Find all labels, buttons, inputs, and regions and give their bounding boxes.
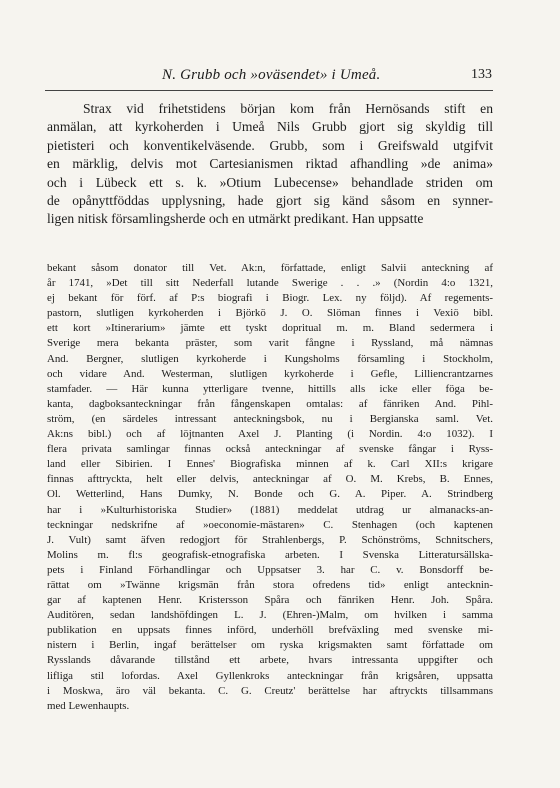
page-number: 133 xyxy=(471,67,492,82)
notes-line: teckningar nedskrifne af »oeconomie-mästaren» C. Stenhagen (och kaptenen xyxy=(47,518,493,531)
notes-line: pets i Finland Förhandlingar och Uppsatser 3. har C. v. Bonsdorff be- xyxy=(47,563,493,576)
notes-line: Ak:ns bibl.) och af löjtnanten Axel J. Planting (i Nordin. 4:o 1032). I xyxy=(47,428,493,441)
main-line: de opånyttföddas upplysning, hade gjort sig känd såsom en synner- xyxy=(47,193,493,209)
notes-line: Rysslands dåvarande tillstånd ett arbete, hvars intressanta uppgifter och xyxy=(47,654,493,667)
notes-line: ej bekant för förf. af P:s biografi i Biogr. Lex. ny följd). Af regements- xyxy=(47,292,493,305)
notes-line: bekant såsom donator till Vet. Ak:n, författade, enligt Salvii anteckning af xyxy=(47,262,493,274)
notes-line: Molins m. fl:s geografisk-etnografiska arbeten. I Svenska Litteratursällska- xyxy=(47,548,493,561)
notes-line: kanta, dagboksanteckningar från fångenskapen omtalas: af fänriken And. Pihl- xyxy=(47,397,493,410)
header-rule xyxy=(45,90,493,91)
notes-line: med Lewenhaupts. xyxy=(47,699,130,712)
main-line: Strax vid frihetstidens början kom från Hernösands stift en xyxy=(83,101,493,116)
notes-line: i Moskwa, äro väl bekanta. C. G. Creutz' berättelse har aftryckts tillsammans xyxy=(47,684,493,697)
main-line: ligen nitisk församlingsherde och en utmärkt predikant. Han uppsatte xyxy=(47,211,424,227)
main-paragraph xyxy=(47,100,493,229)
notes-line: ett kort »Itinerarium» jämte ett tyskt dopritual m. m. Bland sedermera i xyxy=(47,322,493,335)
running-title: N. Grubb och »oväsendet» i Umeå. xyxy=(162,67,381,83)
notes-line: land eller Sibirien. I Ennes' Biografiska minnen af k. Carl XII:s krigare xyxy=(47,458,493,471)
notes-line: och vidare And. Westerman, slutligen kyrkoherde i Gefle, Lilliencrantzarnes xyxy=(47,367,493,380)
notes-line: stamfader. — Här kunna ytterligare tvenne, hittills alls icke eller föga be- xyxy=(47,382,493,395)
notes-line: flera privata samlingar finnas också anteckningar af svenske fångar i Ryss- xyxy=(47,443,493,456)
notes-line: publikation en uppsats finnes införd, underhöll brefväxling med svenske mi- xyxy=(47,624,493,637)
main-line: anmälan, att kyrkoherden i Umeå Nils Grubb gjort sig skyldig till xyxy=(47,119,493,135)
notes-line: J. Vult) samt äfven redogjort för Strahlenbergs, P. Schönströms, Schnitschers, xyxy=(47,533,493,546)
main-line: och i Lübeck ett s. k. »Otium Lubecense» behandlade striden om xyxy=(47,174,493,190)
notes-line: Auditören, sedan landshöfdingen L. J. (Ehren-)Malm, om hvilken i samma xyxy=(47,609,493,622)
notes-line: And. Bergner, slutligen kyrkoherde i Kungsholms församling i Stockholm, xyxy=(47,352,493,365)
notes-line: rättat om »Twänne krigsmän från stora ofredens tid» enligt antecknin- xyxy=(47,578,493,591)
notes-line: lifliga stil lofordas. Axel Gyllenkroks anteckningar från krigsåren, uppsatta xyxy=(47,669,493,682)
footnote-text xyxy=(47,261,493,714)
notes-line: år 1741, »Det till sitt Nederfall lutande Swerige . . .» (Nordin 4:o 1321, xyxy=(47,277,493,290)
main-line: en märklig, delvis mot Cartesianismen riktad afhandling »de anima» xyxy=(47,156,493,172)
running-header xyxy=(40,64,490,86)
notes-line: finnas afttryckta, helt eller delvis, anteckningar af O. M. Krebs, B. Ennes, xyxy=(47,473,493,486)
notes-line: Sverige mera bekanta präster, som varit fångne i Ryssland, må nämnas xyxy=(47,337,493,350)
notes-line: pastorn, slutligen kyrkoherden i Björkö J. O. Slöman finnes i Vexiö bibl. xyxy=(47,307,493,320)
notes-line: nistern i Berlin, ingaf berättelser om ryska krigsmakten samt författade om xyxy=(47,639,493,652)
main-line: pietisteri och konventikelväsende. Grubb, som i Greifswald utgifvit xyxy=(47,137,493,153)
notes-line: har i »Kulturhistoriska Studier» (1881) meddelat utdrag ur almanacks-an- xyxy=(47,503,493,516)
notes-line: ström, (en särdeles intressant anteckningsbok, nu i Bergianska saml. Vet. xyxy=(47,412,493,425)
notes-line: Ol. Wetterlind, Hans Dumky, N. Bonde och G. A. Piper. A. Strindberg xyxy=(47,488,493,501)
notes-line: gar af kaptenen Henr. Kristersson Spåra och fänriken Henr. Joh. Spåra. xyxy=(47,594,493,607)
